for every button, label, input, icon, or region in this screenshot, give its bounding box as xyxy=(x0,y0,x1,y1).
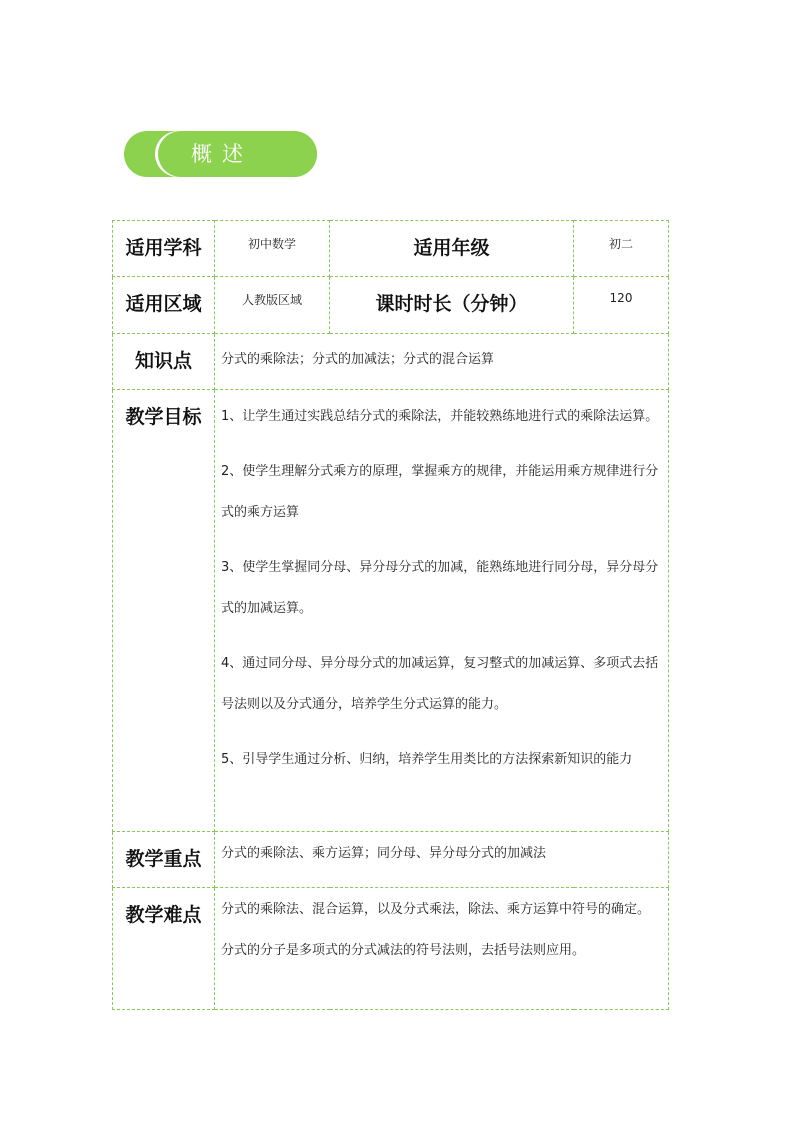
section-title: 概述 xyxy=(191,142,253,166)
grade-label: 适用年级 xyxy=(330,221,574,277)
goal-item: 1、让学生通过实践总结分式的乘除法，并能较熟练地进行式的乘除法运算。 xyxy=(221,409,659,424)
table-row-keypoints xyxy=(113,832,669,888)
table-row-difficulties xyxy=(113,888,669,1010)
difficulties-label: 教学难点 xyxy=(113,888,215,1010)
knowledge-label: 知识点 xyxy=(113,334,215,390)
table-row-region xyxy=(113,277,669,334)
goal-item: 5、引导学生通过分析、归纳，培养学生用类比的方法探索新知识的能力 xyxy=(221,752,633,767)
subject-label: 适用学科 xyxy=(113,221,215,277)
duration-label: 课时时长（分钟） xyxy=(330,277,574,334)
region-value: 人教版区域 xyxy=(215,277,330,334)
goals-content xyxy=(215,390,669,832)
keypoints-value: 分式的乘除法、乘方运算；同分母、异分母分式的加减法 xyxy=(215,832,669,888)
subject-value: 初中数学 xyxy=(215,221,330,277)
keypoints-label: 教学重点 xyxy=(113,832,215,888)
table-row-knowledge xyxy=(113,334,669,390)
difficulties-content xyxy=(215,888,669,1010)
difficulty-item: 分式的乘除法、混合运算，以及分式乘法，除法、乘方运算中符号的确定。 xyxy=(221,902,651,917)
goal-item: 3、使学生掌握同分母、异分母分式的加减，能熟练地进行同分母，异分母分式的加减运算。 xyxy=(221,560,659,616)
course-info-table xyxy=(112,220,669,1010)
goal-item: 2、使学生理解分式乘方的原理，掌握乘方的规律，并能运用乘方规律进行分式的乘方运算 xyxy=(221,464,659,520)
table-row-subject xyxy=(113,221,669,277)
difficulty-item: 分式的分子是多项式的分式减法的符号法则，去括号法则应用。 xyxy=(221,943,586,958)
goals-label: 教学目标 xyxy=(113,390,215,832)
goal-item: 4、通过同分母、异分母分式的加减运算，复习整式的加减运算、多项式去括号法则以及分式通分，培养学生分式运算的能力。 xyxy=(221,656,659,712)
region-label: 适用区域 xyxy=(113,277,215,334)
table-row-goals xyxy=(113,390,669,832)
grade-value: 初二 xyxy=(574,221,669,277)
duration-value: 120 xyxy=(574,277,669,334)
knowledge-value: 分式的乘除法；分式的加减法；分式的混合运算 xyxy=(215,334,669,390)
